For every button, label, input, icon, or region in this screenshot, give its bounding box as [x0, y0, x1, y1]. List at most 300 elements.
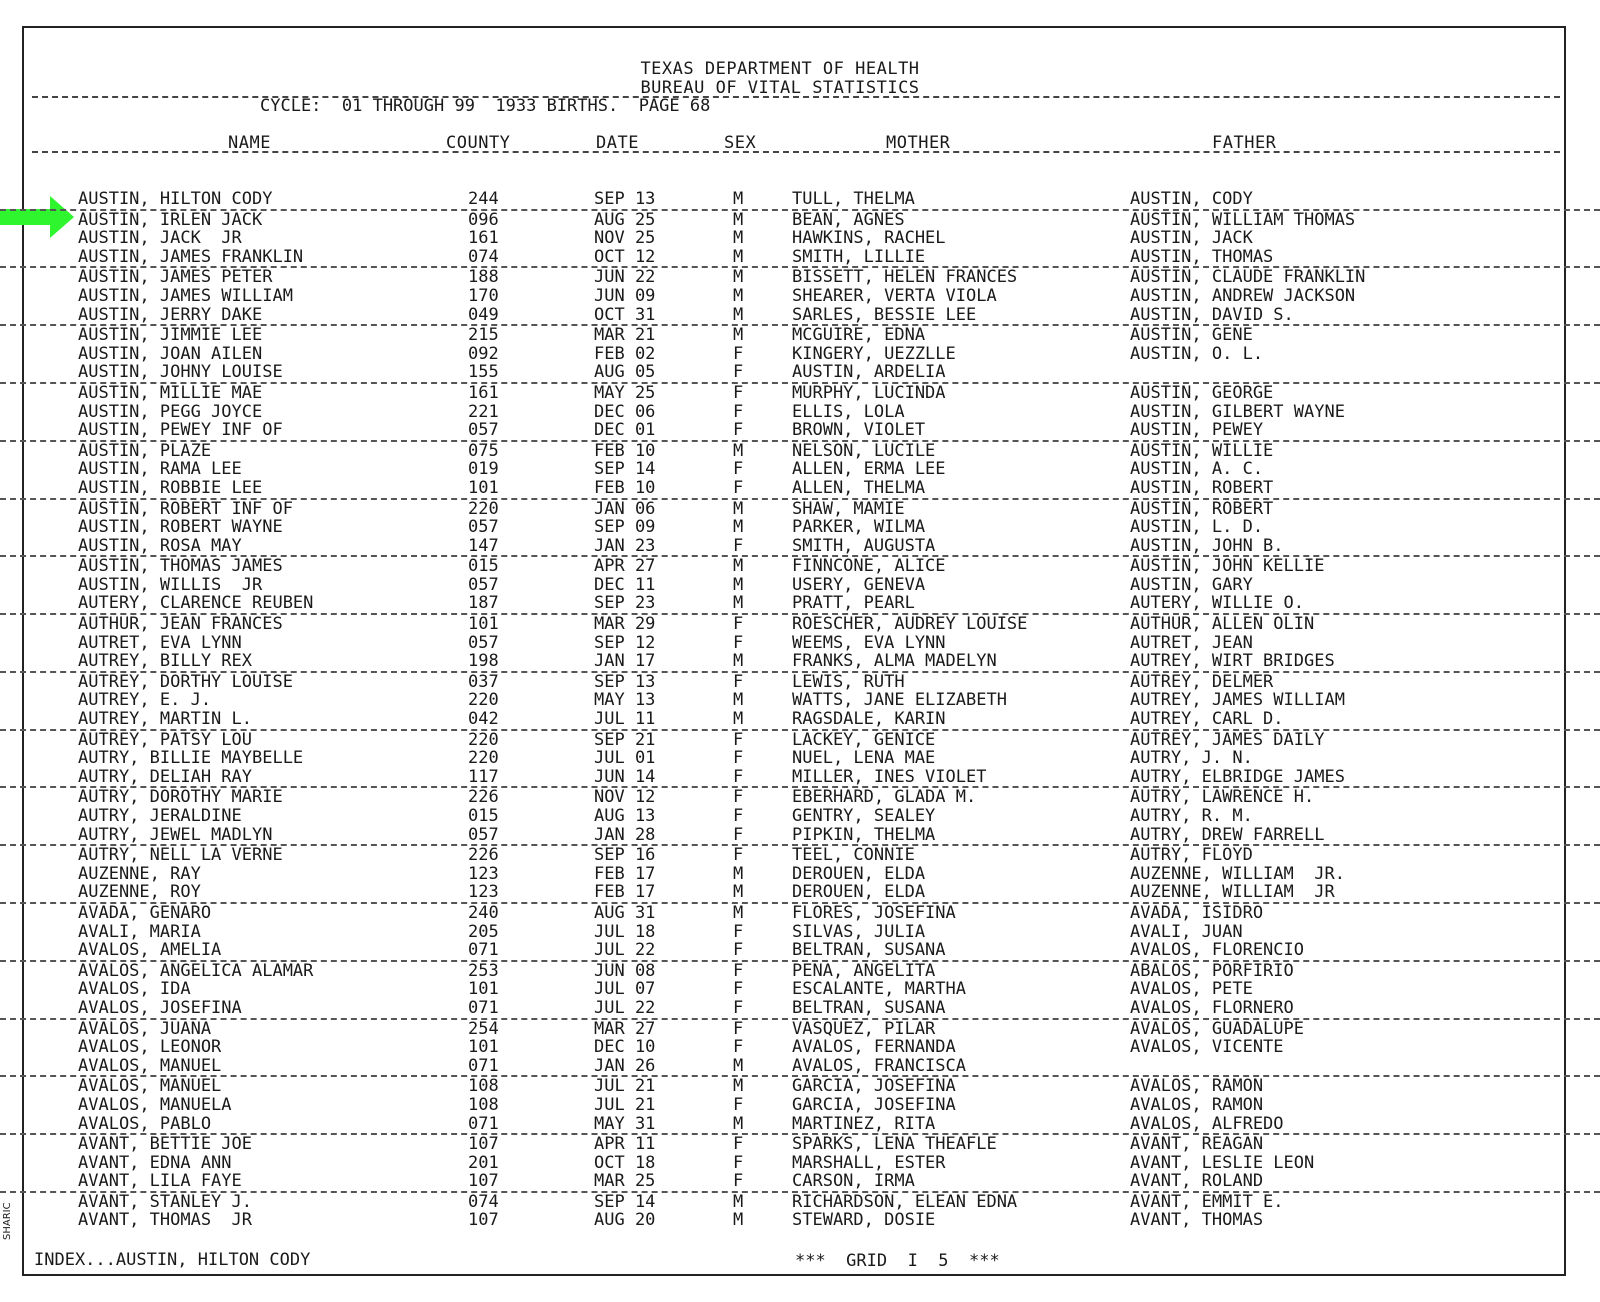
cell-county: 101	[468, 614, 499, 635]
cell-sex: F	[733, 1134, 744, 1155]
cell-county: 220	[468, 690, 499, 711]
cell-county: 101	[468, 979, 499, 1000]
cell-sex: M	[733, 1055, 744, 1076]
cell-father: AVALOS, PETE	[1130, 979, 1253, 1000]
cell-county: 170	[468, 285, 499, 306]
cell-mother: AVALOS, FERNANDA	[792, 1037, 956, 1058]
cell-sex: M	[733, 574, 744, 595]
cell-mother: HAWKINS, RACHEL	[792, 228, 946, 249]
cell-father: AVALOS, RAMON	[1130, 1094, 1264, 1115]
cell-mother: BELTRAN, SUSANA	[792, 997, 946, 1018]
cell-father: AUTRY, J. N.	[1130, 748, 1253, 769]
cell-name: AUSTIN, JACK JR	[78, 228, 242, 249]
cell-county: 057	[468, 420, 499, 441]
cell-mother: RICHARDSON, ELEAN EDNA	[792, 1191, 1018, 1212]
cell-sex: F	[733, 787, 744, 808]
cell-mother: ALLEN, THELMA	[792, 477, 926, 498]
cell-county: 071	[468, 1055, 499, 1076]
cell-county: 057	[468, 574, 499, 595]
cell-sex: M	[733, 556, 744, 577]
cell-name: AUTERY, CLARENCE REUBEN	[78, 593, 314, 614]
cell-name: AVALI, MARIA	[78, 921, 201, 942]
table-row	[0, 652, 1600, 673]
table-row	[0, 962, 1600, 981]
cell-name: AVALOS, AMELIA	[78, 940, 222, 961]
cell-county: 147	[468, 535, 499, 556]
cell-father: AUSTIN, A. C.	[1130, 459, 1264, 480]
cell-name: AVALOS, JUANA	[78, 1018, 212, 1039]
cell-county: 042	[468, 709, 499, 730]
cell-mother: SARLES, BESSIE LEE	[792, 304, 977, 325]
cell-name: AVANT, BETTIE JOE	[78, 1134, 252, 1155]
cell-county: 117	[468, 766, 499, 787]
table-row	[0, 980, 1600, 999]
table-row	[0, 1020, 1600, 1039]
cell-sex: M	[733, 285, 744, 306]
cell-county: 049	[468, 304, 499, 325]
cell-date: AUG 20	[594, 1210, 656, 1231]
cell-mother: SMITH, LILLIE	[792, 246, 926, 267]
cell-date: JAN 17	[594, 651, 656, 672]
cell-sex: F	[733, 806, 744, 826]
cell-sex: F	[733, 382, 744, 403]
cell-date: AUG 31	[594, 902, 656, 923]
cell-county: 108	[468, 1094, 499, 1115]
table-row	[0, 1172, 1600, 1193]
cell-sex: M	[733, 1076, 744, 1097]
cell-county: 015	[468, 556, 499, 577]
cell-date: MAY 13	[594, 690, 656, 711]
cell-mother: GENTRY, SEALEY	[792, 806, 936, 826]
cell-county: 253	[468, 960, 499, 981]
cell-name: AUZENNE, RAY	[78, 863, 201, 884]
cell-date: MAR 25	[594, 1171, 656, 1192]
cell-date: DEC 01	[594, 420, 656, 441]
cell-date: JUL 22	[594, 997, 656, 1018]
cell-mother: VASQUEZ, PILAR	[792, 1018, 936, 1039]
table-row	[0, 1135, 1600, 1154]
cell-sex: F	[733, 477, 744, 498]
table-row	[0, 403, 1600, 422]
cell-father: AUSTIN, ROBERT	[1130, 477, 1274, 498]
cell-sex: M	[733, 882, 744, 903]
cell-date: SEP 14	[594, 1191, 656, 1212]
cell-date: JUL 21	[594, 1094, 656, 1115]
cell-name: AUSTIN, PLAZE	[78, 440, 212, 461]
table-row	[0, 883, 1600, 904]
table-row	[0, 807, 1600, 826]
cell-mother: PENA, ANGELITA	[792, 960, 936, 981]
table-row	[0, 1154, 1600, 1173]
cell-father: AUZENNE, WILLIAM JR	[1130, 882, 1335, 903]
cell-sex: F	[733, 1037, 744, 1058]
cell-date: JUL 01	[594, 748, 656, 769]
cell-sex: M	[733, 517, 744, 538]
cell-date: JUL 07	[594, 979, 656, 1000]
cell-name: AVALOS, MANUEL	[78, 1055, 222, 1076]
cell-sex: F	[733, 632, 744, 653]
column-divider	[32, 151, 1560, 153]
cell-father: AUSTIN, PEWEY	[1130, 420, 1264, 441]
table-row	[0, 941, 1600, 962]
table-row	[0, 999, 1600, 1020]
cell-mother: FRANKS, ALMA MADELYN	[792, 651, 997, 672]
table-row	[0, 500, 1600, 519]
cell-mother: DEROUEN, ELDA	[792, 863, 926, 884]
cell-sex: M	[733, 709, 744, 730]
table-row	[0, 615, 1600, 634]
table-row	[0, 673, 1600, 692]
cell-sex: F	[733, 766, 744, 787]
table-row	[0, 1077, 1600, 1096]
cell-date: JUL 21	[594, 1076, 656, 1097]
cell-father: AUTREY, DELMER	[1130, 671, 1274, 692]
cell-county: 220	[468, 748, 499, 769]
cell-sex: F	[733, 921, 744, 942]
cell-name: AUSTIN, JIMMIE LEE	[78, 325, 263, 346]
cell-name: AUSTIN, JOAN AILEN	[78, 343, 263, 364]
cell-county: 101	[468, 1037, 499, 1058]
cell-name: AUTHUR, JEAN FRANCES	[78, 614, 283, 635]
cell-father: AUSTIN, GEORGE	[1130, 382, 1274, 403]
cell-county: 101	[468, 477, 499, 498]
table-row	[0, 268, 1600, 287]
cell-county: 226	[468, 787, 499, 808]
cell-name: AUSTIN, JAMES FRANKLIN	[78, 246, 304, 267]
cell-mother: NELSON, LUCILE	[792, 440, 936, 461]
table-row	[0, 345, 1600, 364]
cell-date: MAR 21	[594, 325, 656, 346]
cell-county: 188	[468, 267, 499, 288]
cell-sex: F	[733, 614, 744, 635]
cell-father: AUTRY, ELBRIDGE JAMES	[1130, 766, 1345, 787]
cell-name: AUSTIN, THOMAS JAMES	[78, 556, 283, 577]
cell-county: 092	[468, 343, 499, 364]
table-row	[0, 865, 1600, 884]
table-row	[0, 749, 1600, 768]
cell-county: 254	[468, 1018, 499, 1039]
cell-father: ABALOS, PORFIRIO	[1130, 960, 1294, 981]
cell-county: 201	[468, 1152, 499, 1173]
cell-sex: M	[733, 189, 744, 209]
cell-mother: SHEARER, VERTA VIOLA	[792, 285, 997, 306]
table-row	[0, 248, 1600, 269]
cell-sex: F	[733, 343, 744, 364]
cell-county: 221	[468, 401, 499, 422]
cell-mother: MCGUIRE, EDNA	[792, 325, 926, 346]
column-header-sex: SEX	[724, 133, 757, 153]
cell-date: FEB 02	[594, 343, 656, 364]
cell-county: 075	[468, 440, 499, 461]
cell-date: MAY 25	[594, 382, 656, 403]
cell-father: AUSTIN, CODY	[1130, 189, 1253, 209]
header-title: TEXAS DEPARTMENT OF HEALTH	[640, 59, 920, 79]
cell-mother: SMITH, AUGUSTA	[792, 535, 936, 556]
cell-sex: M	[733, 1191, 744, 1212]
cell-county: 226	[468, 845, 499, 866]
cell-mother: USERY, GENEVA	[792, 574, 926, 595]
table-row	[0, 190, 1600, 211]
table-row	[0, 634, 1600, 653]
cell-mother: LACKEY, GENICE	[792, 729, 936, 750]
cell-date: JAN 23	[594, 535, 656, 556]
cell-mother: GARCIA, JOSEFINA	[792, 1094, 956, 1115]
cell-county: 071	[468, 940, 499, 961]
cell-father: AUSTIN, ROBERT	[1130, 498, 1274, 519]
cell-father: AUSTIN, GILBERT WAYNE	[1130, 401, 1345, 422]
cell-name: AVALOS, MANUELA	[78, 1094, 232, 1115]
cell-father: AUSTIN, THOMAS	[1130, 246, 1274, 267]
cell-date: AUG 05	[594, 362, 656, 383]
cell-mother: AVALOS, FRANCISCA	[792, 1055, 966, 1076]
cell-county: 123	[468, 863, 499, 884]
cell-county: 240	[468, 902, 499, 923]
cell-father: AUTRY, DREW FARRELL	[1130, 824, 1325, 845]
cell-name: AVADA, GENARO	[78, 902, 212, 923]
cell-sex: M	[733, 593, 744, 614]
cell-mother: BROWN, VIOLET	[792, 420, 926, 441]
cell-county: 215	[468, 325, 499, 346]
cell-county: 161	[468, 382, 499, 403]
cycle-line: CYCLE: 01 THROUGH 99 1933 BIRTHS. PAGE 68	[260, 96, 711, 116]
cell-date: AUG 13	[594, 806, 656, 826]
cell-name: AUTREY, PATSY LOU	[78, 729, 252, 750]
cell-date: DEC 11	[594, 574, 656, 595]
cell-sex: F	[733, 459, 744, 480]
cell-father: AUSTIN, L. D.	[1130, 517, 1264, 538]
table-row	[0, 229, 1600, 248]
cell-name: AUTRY, DOROTHY MARIE	[78, 787, 283, 808]
cell-date: JAN 28	[594, 824, 656, 845]
cell-county: 071	[468, 1113, 499, 1134]
cell-father: AUTREY, JAMES WILLIAM	[1130, 690, 1345, 711]
cell-mother: PARKER, WILMA	[792, 517, 926, 538]
cell-mother: BELTRAN, SUSANA	[792, 940, 946, 961]
table-row	[0, 1211, 1600, 1230]
table-row	[0, 1057, 1600, 1078]
cell-sex: F	[733, 401, 744, 422]
cell-name: AVALOS, JOSEFINA	[78, 997, 242, 1018]
cell-father: AVANT, ROLAND	[1130, 1171, 1264, 1192]
cell-county: 015	[468, 806, 499, 826]
cell-county: 037	[468, 671, 499, 692]
header-subtitle: BUREAU OF VITAL STATISTICS	[640, 78, 920, 98]
cell-date: DEC 10	[594, 1037, 656, 1058]
cell-date: JUN 14	[594, 766, 656, 787]
cell-father: AUTREY, CARL D.	[1130, 709, 1284, 730]
cell-county: 057	[468, 824, 499, 845]
cell-name: AUSTIN, JERRY DAKE	[78, 304, 263, 325]
table-row	[0, 923, 1600, 942]
cell-name: AUTRY, JEWEL MADLYN	[78, 824, 273, 845]
cell-date: OCT 31	[594, 304, 656, 325]
cell-mother: MARSHALL, ESTER	[792, 1152, 946, 1173]
table-row	[0, 846, 1600, 865]
cell-county: 108	[468, 1076, 499, 1097]
cell-mother: MARTINEZ, RITA	[792, 1113, 936, 1134]
cell-sex: F	[733, 362, 744, 383]
table-row	[0, 826, 1600, 847]
cell-mother: ALLEN, ERMA LEE	[792, 459, 946, 480]
cell-mother: MILLER, INES VIOLET	[792, 766, 987, 787]
cell-date: SEP 09	[594, 517, 656, 538]
cell-father: AUSTIN, ANDREW JACKSON	[1130, 285, 1356, 306]
cell-father: AUSTIN, GARY	[1130, 574, 1253, 595]
table-row	[0, 788, 1600, 807]
cell-father: AUSTIN, CLAUDE FRANKLIN	[1130, 267, 1366, 288]
cell-father: AVALI, JUAN	[1130, 921, 1243, 942]
cell-date: MAY 31	[594, 1113, 656, 1134]
cell-name: AUSTIN, RAMA LEE	[78, 459, 242, 480]
cell-father: AUTREY, JAMES DAILY	[1130, 729, 1325, 750]
cell-sex: M	[733, 267, 744, 288]
cell-name: AVALOS, PABLO	[78, 1113, 212, 1134]
cell-mother: ELLIS, LOLA	[792, 401, 905, 422]
cell-county: 107	[468, 1134, 499, 1155]
index-footer: INDEX...AUSTIN, HILTON CODY	[34, 1250, 311, 1270]
cell-name: AVANT, STANLEY J.	[78, 1191, 252, 1212]
table-row	[0, 731, 1600, 750]
cell-sex: F	[733, 748, 744, 769]
cell-name: AUTRY, DELIAH RAY	[78, 766, 252, 787]
cell-date: MAR 27	[594, 1018, 656, 1039]
table-row	[0, 479, 1600, 500]
cell-county: 205	[468, 921, 499, 942]
cell-date: AUG 25	[594, 209, 656, 230]
cell-name: AUTRY, BILLIE MAYBELLE	[78, 748, 304, 769]
cell-name: AUSTIN, JAMES WILLIAM	[78, 285, 293, 306]
cell-father: AUSTIN, JOHN B.	[1130, 535, 1284, 556]
cell-sex: M	[733, 325, 744, 346]
cell-date: APR 27	[594, 556, 656, 577]
cell-mother: SPARKS, LENA THEAFLE	[792, 1134, 997, 1155]
cell-sex: M	[733, 690, 744, 711]
cell-county: 071	[468, 997, 499, 1018]
table-row	[0, 1096, 1600, 1115]
cell-name: AVANT, EDNA ANN	[78, 1152, 232, 1173]
cell-mother: WATTS, JANE ELIZABETH	[792, 690, 1007, 711]
cell-name: AUTREY, BILLY REX	[78, 651, 252, 672]
column-header-name: NAME	[228, 133, 271, 153]
cell-date: SEP 13	[594, 671, 656, 692]
cell-father: AUSTIN, WILLIAM THOMAS	[1130, 209, 1356, 230]
cell-father: AVALOS, FLORENCIO	[1130, 940, 1304, 961]
cell-sex: F	[733, 824, 744, 845]
cell-sex: M	[733, 498, 744, 519]
table-row	[0, 306, 1600, 327]
cell-mother: MURPHY, LUCINDA	[792, 382, 946, 403]
cell-sex: F	[733, 1018, 744, 1039]
cell-date: JAN 26	[594, 1055, 656, 1076]
cell-name: AVALOS, IDA	[78, 979, 191, 1000]
cell-name: AUSTIN, WILLIS JR	[78, 574, 263, 595]
cell-father: AVANT, EMMIT E.	[1130, 1191, 1284, 1212]
cell-mother: PRATT, PEARL	[792, 593, 915, 614]
cell-mother: AUSTIN, ARDELIA	[792, 362, 946, 383]
cell-name: AVALOS, ANGELICA ALAMAR	[78, 960, 314, 981]
cell-father: AVANT, THOMAS	[1130, 1210, 1264, 1231]
cell-date: FEB 10	[594, 440, 656, 461]
cell-father: AUSTIN, JACK	[1130, 228, 1253, 249]
cell-date: JUN 09	[594, 285, 656, 306]
cell-sex: M	[733, 651, 744, 672]
cell-name: AUSTIN, MILLIE MAE	[78, 382, 263, 403]
table-row	[0, 518, 1600, 537]
cell-mother: BEAN, AGNES	[792, 209, 905, 230]
cell-name: AUTRY, JERALDINE	[78, 806, 242, 826]
table-row	[0, 710, 1600, 731]
cell-father: AVANT, REAGAN	[1130, 1134, 1264, 1155]
cell-name: AUTREY, E. J.	[78, 690, 212, 711]
record-list	[0, 190, 1600, 1230]
cell-name: AUSTIN, PEWEY INF OF	[78, 420, 283, 441]
cell-father: AUSTIN, GENE	[1130, 325, 1253, 346]
column-header-father: FATHER	[1212, 133, 1277, 153]
cell-sex: F	[733, 535, 744, 556]
cell-father: AVALOS, ALFREDO	[1130, 1113, 1284, 1134]
cell-date: JUN 22	[594, 267, 656, 288]
cell-county: 187	[468, 593, 499, 614]
cell-mother: DEROUEN, ELDA	[792, 882, 926, 903]
cell-name: AUSTIN, ROSA MAY	[78, 535, 242, 556]
table-row	[0, 421, 1600, 442]
cell-sex: M	[733, 304, 744, 325]
cell-mother: ROESCHER, AUDREY LOUISE	[792, 614, 1028, 635]
cell-county: 057	[468, 632, 499, 653]
cell-county: 244	[468, 189, 499, 209]
cell-father: AVALOS, VICENTE	[1130, 1037, 1284, 1058]
cell-name: AUZENNE, ROY	[78, 882, 201, 903]
cell-county: 123	[468, 882, 499, 903]
cell-date: SEP 13	[594, 189, 656, 209]
cell-name: AUTREY, DORTHY LOUISE	[78, 671, 293, 692]
cell-name: AUTREY, MARTIN L.	[78, 709, 252, 730]
cell-date: NOV 12	[594, 787, 656, 808]
cell-father: AUSTIN, WILLIE	[1130, 440, 1274, 461]
cell-sex: F	[733, 979, 744, 1000]
cell-date: JAN 06	[594, 498, 656, 519]
column-header-county: COUNTY	[446, 133, 511, 153]
cell-mother: STEWARD, DOSIE	[792, 1210, 936, 1231]
cell-date: SEP 14	[594, 459, 656, 480]
cell-mother: NUEL, LENA MAE	[792, 748, 936, 769]
cell-date: FEB 17	[594, 882, 656, 903]
cell-date: MAR 29	[594, 614, 656, 635]
cell-mother: TEEL, CONNIE	[792, 845, 915, 866]
cell-county: 074	[468, 246, 499, 267]
cell-father: AUTRY, FLOYD	[1130, 845, 1253, 866]
cell-sex: M	[733, 246, 744, 267]
table-row	[0, 1115, 1600, 1136]
side-mark: SHARIC	[2, 1202, 13, 1240]
cell-name: AVALOS, LEONOR	[78, 1037, 222, 1058]
cell-county: 057	[468, 517, 499, 538]
cell-date: JUN 08	[594, 960, 656, 981]
cell-name: AUSTIN, HILTON CODY	[78, 189, 273, 209]
cell-name: AUTRY, NELL LA VERNE	[78, 845, 283, 866]
cell-mother: RAGSDALE, KARIN	[792, 709, 946, 730]
cell-county: 155	[468, 362, 499, 383]
cell-mother: CARSON, IRMA	[792, 1171, 915, 1192]
cell-date: NOV 25	[594, 228, 656, 249]
cell-father: AUTHUR, ALLEN OLIN	[1130, 614, 1315, 635]
table-row	[0, 594, 1600, 615]
cell-sex: M	[733, 902, 744, 923]
cell-sex: F	[733, 671, 744, 692]
column-header-mother: MOTHER	[886, 133, 951, 153]
cell-mother: GARCIA, JOSEFINA	[792, 1076, 956, 1097]
table-row	[0, 442, 1600, 461]
